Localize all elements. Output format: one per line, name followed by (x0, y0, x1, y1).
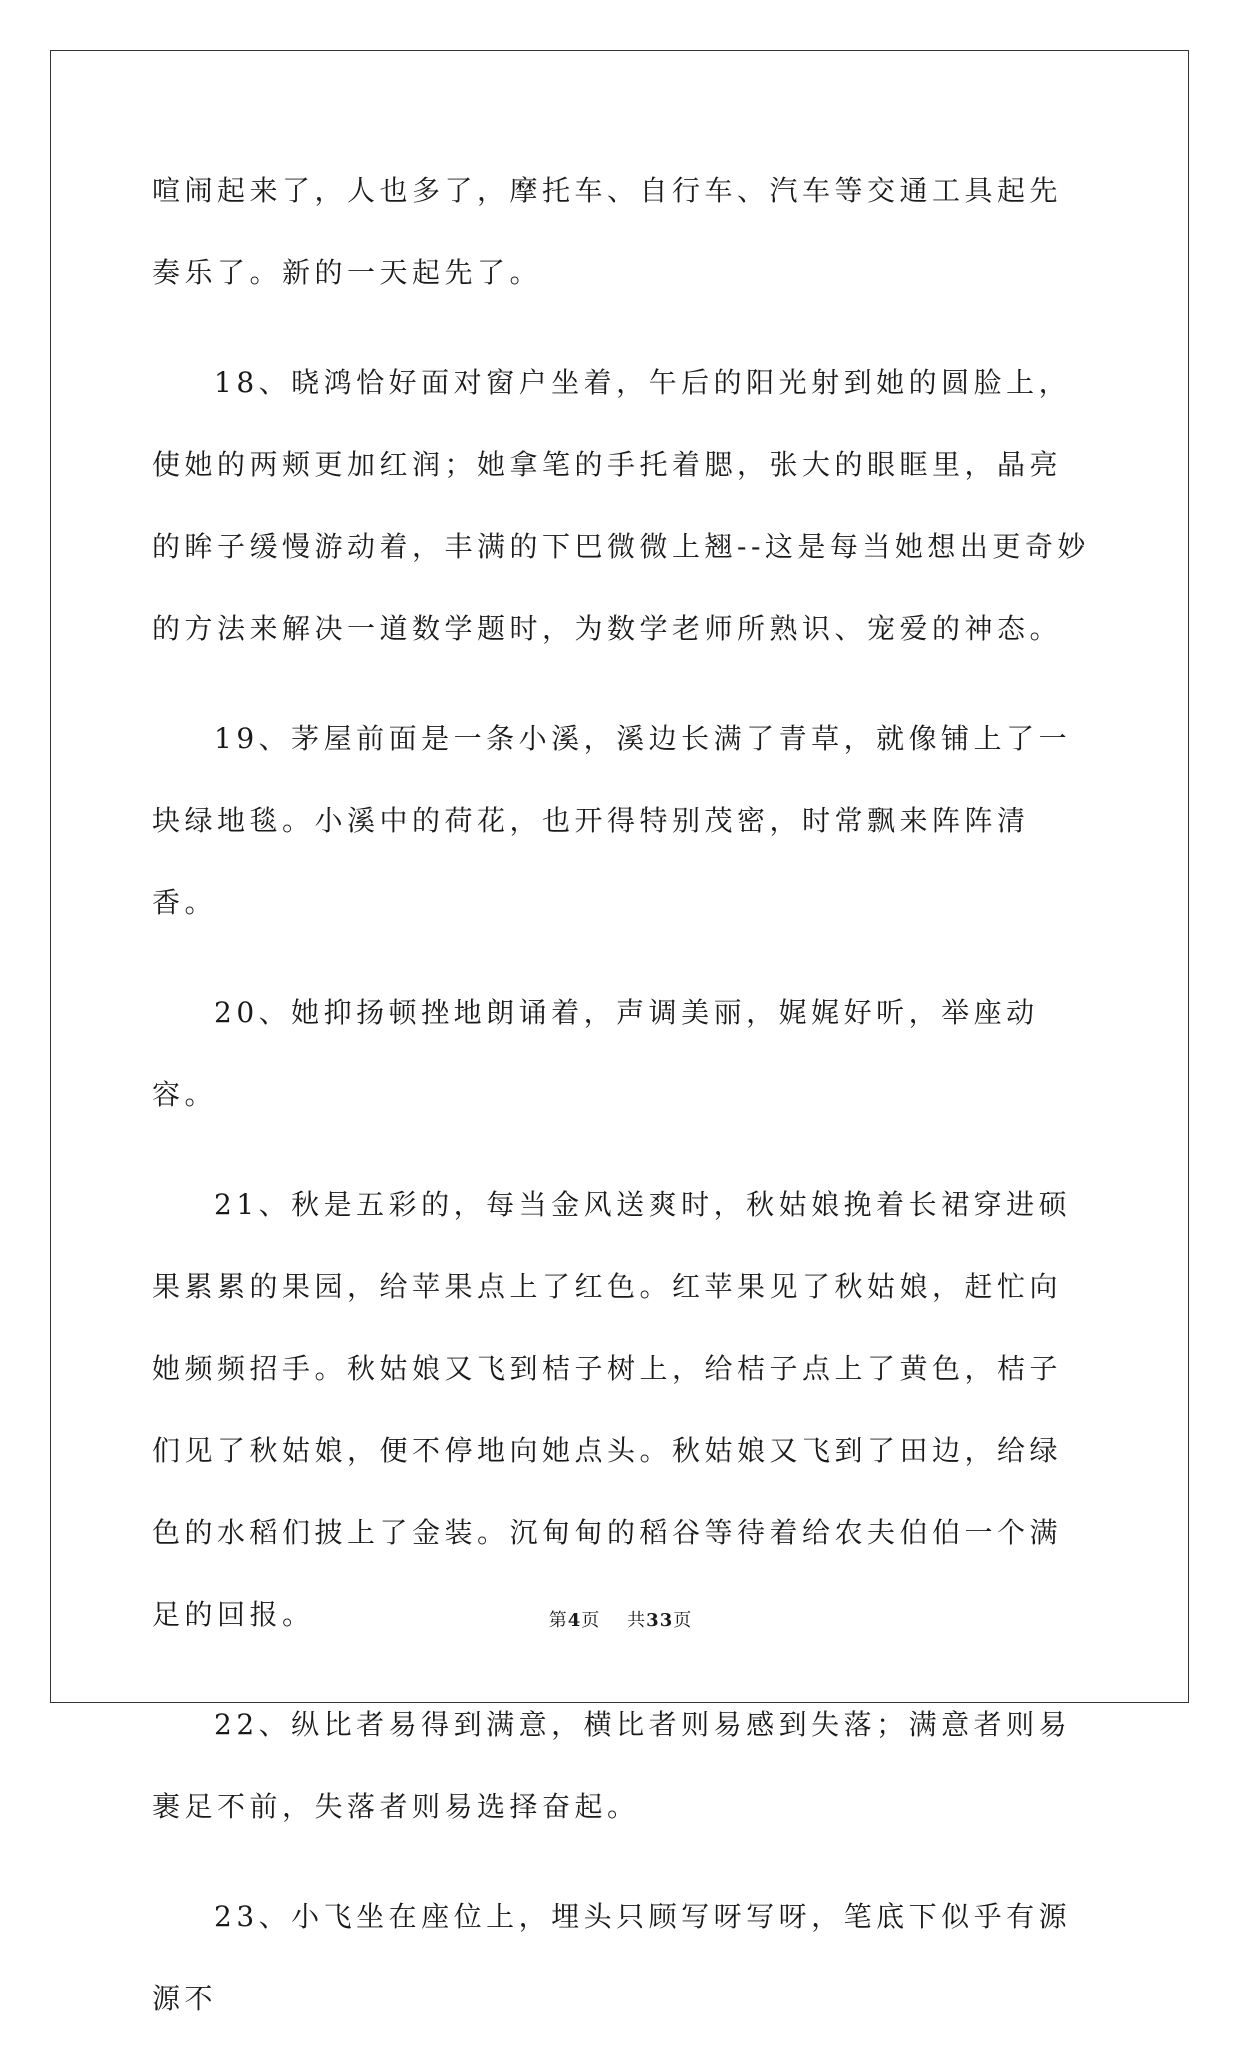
paragraph-18: 18、晓鸿恰好面对窗户坐着，午后的阳光射到她的圆脸上，使她的两颊更加红润；她拿笔的手托着腮，张大的眼眶里，晶亮的眸子缓慢游动着，丰满的下巴微微上翘--这是每当她想出更奇妙的方法来解决一道数学题时，为数学老师所熟识、宠爱的神态。 (152, 366, 1090, 645)
paragraph-23: 23、小飞坐在座位上，埋头只顾写呀写呀，笔底下似乎有源源不 (152, 1900, 1072, 2015)
paragraph-22: 22、纵比者易得到满意，横比者则易感到失落；满意者则易裹足不前，失落者则易选择奋起。 (152, 1708, 1072, 1823)
paragraph-19: 19、茅屋前面是一条小溪，溪边长满了青草，就像铺上了一块绿地毯。小溪中的荷花，也开得特别茂密，时常飘来阵阵清香。 (152, 722, 1072, 919)
paragraph-20: 20、她抑扬顿挫地朗诵着，声调美丽，娓娓好听，举座动容。 (152, 996, 1039, 1111)
current-page-number: 4 (567, 1610, 582, 1631)
total-page-count: 33 (646, 1610, 674, 1631)
paragraph-continuation: 喧闹起来了，人也多了，摩托车、自行车、汽车等交通工具起先奏乐了。新的一天起先了。 (152, 174, 1063, 289)
page-footer (0, 1606, 1241, 1632)
paragraph-21: 21、秋是五彩的，每当金风送爽时，秋姑娘挽着长裙穿进硕果累累的果园，给苹果点上了红色。红苹果见了秋姑娘，赶忙向她频频招手。秋姑娘又飞到桔子树上，给桔子点上了黄色，桔子们见了秋姑娘，便不停地向她点头。秋姑娘又飞到了田边，给绿色的水稻们披上了金装。沉甸甸的稻谷等待着给农夫伯伯一个满足的回报。 (152, 1188, 1072, 1631)
footer-prefix: 第 (548, 1610, 568, 1631)
document-body (152, 150, 1092, 2068)
footer-page-suffix: 页 (581, 1610, 601, 1631)
footer-total-prefix: 共 (627, 1610, 647, 1631)
footer-total-suffix: 页 (673, 1610, 693, 1631)
